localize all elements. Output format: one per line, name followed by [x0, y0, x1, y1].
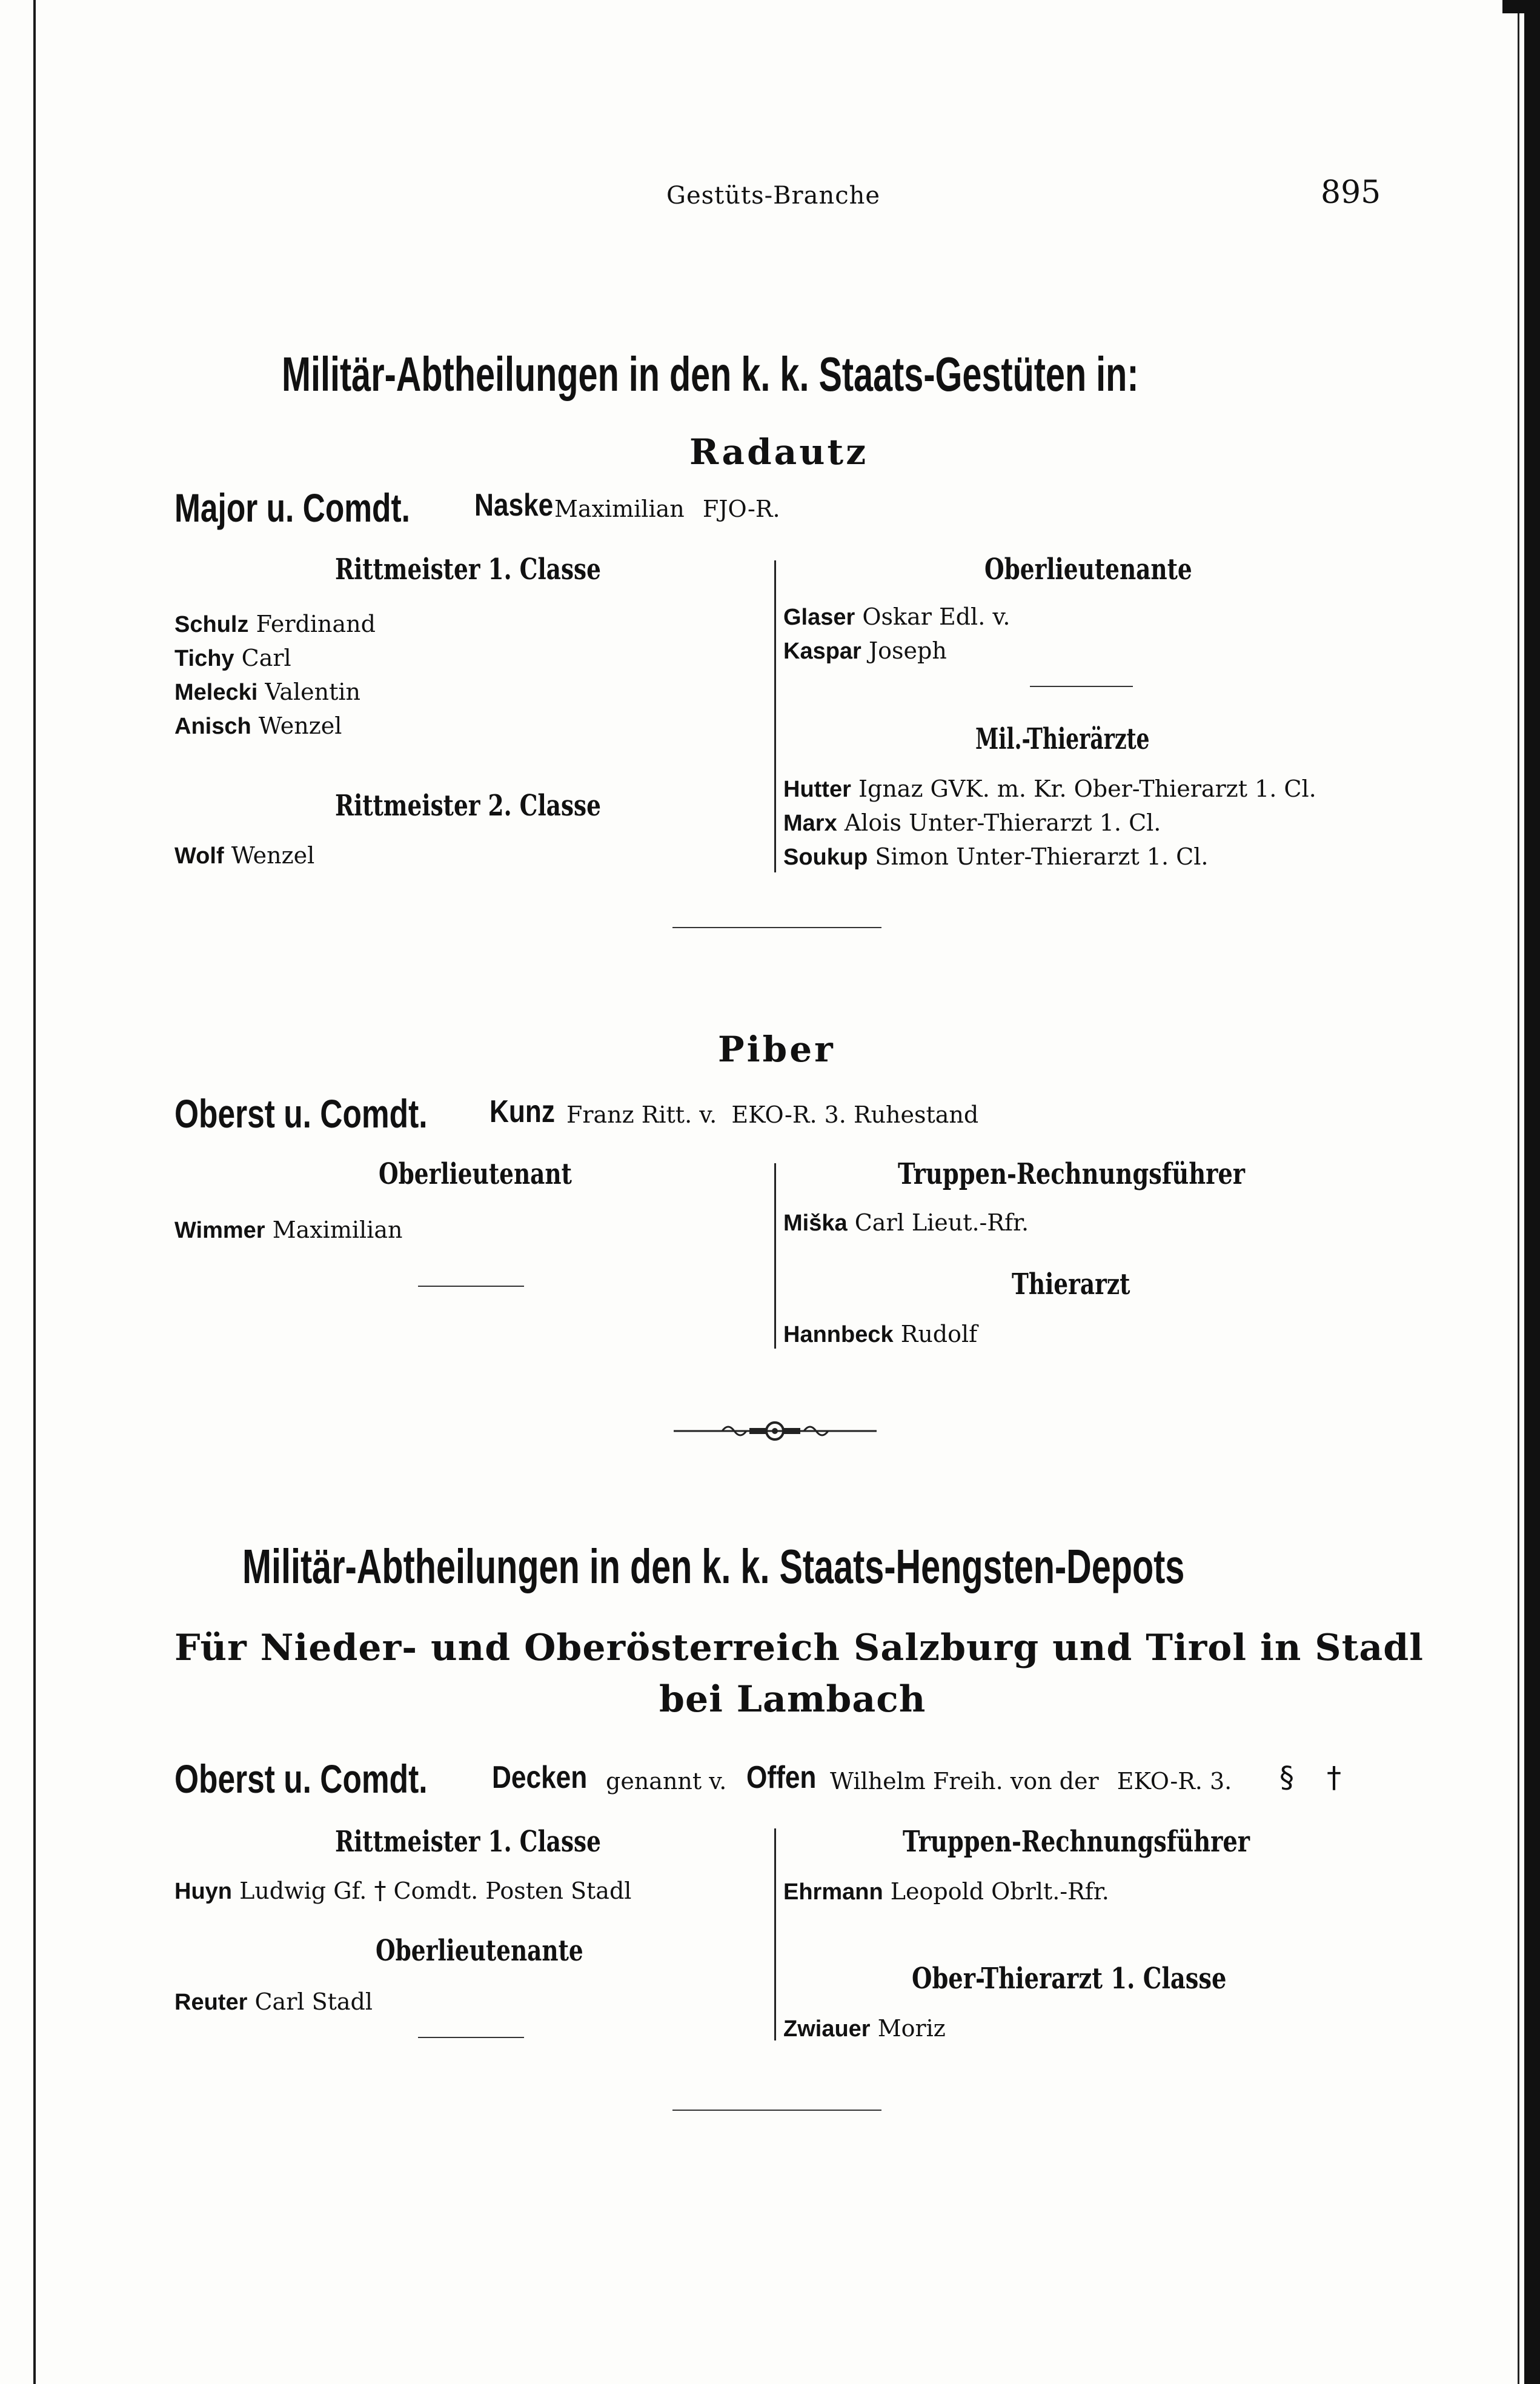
list-item: Hutter Ignaz GVK. m. Kr. Ober-Thierarzt 1. Cl.	[783, 775, 1316, 802]
commander-rank: Oberst u. Comdt.	[174, 1091, 428, 1136]
section1-title: Militär-Abtheilungen in den k. k. Staats-Gestüten in:	[282, 347, 1139, 401]
page-edge-left	[33, 0, 36, 2384]
column-heading: Mil.-Thierärzte	[975, 722, 1150, 756]
list-item: Glaser Oskar Edl. v.	[783, 603, 1011, 630]
page-edge-right-inner	[1518, 0, 1519, 2384]
divider	[418, 1286, 524, 1287]
list-item: Wimmer Maximilian	[174, 1217, 403, 1243]
column-heading: Oberlieutenante	[376, 1934, 583, 1968]
divider	[1030, 686, 1133, 687]
cross-icon: †	[374, 1877, 387, 1905]
radautz-commander	[174, 485, 477, 531]
section2-title: Militär-Abtheilungen in den k. k. Staats-Hengsten-Depots	[242, 1539, 1185, 1593]
radautz-commander-name	[474, 487, 567, 523]
place-radautz: Radautz	[689, 431, 869, 473]
page-edge-corner	[1502, 0, 1540, 13]
list-item: Marx Alois Unter-Thierarzt 1. Cl.	[783, 809, 1161, 836]
commander-surname: Naske	[474, 488, 554, 523]
column-heading: Rittmeister 1. Classe	[335, 1825, 601, 1859]
section2-subtitle-line1: Für Nieder- und Oberösterreich Salzburg und Tirol in Stadl	[174, 1627, 1424, 1669]
column-heading: Thierarzt	[1012, 1267, 1130, 1301]
decoration-icon: §	[1279, 1761, 1294, 1795]
running-head: Gestüts-Branche	[666, 182, 881, 210]
list-item: Tichy Carl	[174, 645, 291, 671]
place-piber: Piber	[718, 1029, 835, 1070]
list-item: Anisch Wenzel	[174, 712, 342, 739]
list-item: Kaspar Joseph	[783, 637, 947, 664]
section2-commander-given: Wilhelm Freih. von der EKO-R. 3.	[830, 1768, 1232, 1795]
column-divider	[774, 1163, 776, 1349]
list-item: Soukup Simon Unter-Thierarzt 1. Cl.	[783, 843, 1209, 870]
list-item: Reuter Carl Stadl	[174, 1988, 373, 2015]
section2-subtitle-line2: bei Lambach	[659, 1678, 926, 1721]
list-item: Hannbeck Rudolf	[783, 1321, 978, 1347]
section2-commander-name: Decken	[492, 1760, 588, 1795]
list-item: Melecki Valentin	[174, 679, 361, 705]
commander-mid: genannt v.	[606, 1768, 727, 1795]
commander-surname: Kunz	[490, 1094, 556, 1129]
piber-commander-given: Franz Ritt. v. EKO-R. 3. Ruhestand	[566, 1101, 979, 1128]
column-heading: Ober-Thierarzt 1. Classe	[912, 1962, 1227, 1996]
commander-rank: Major u. Comdt.	[174, 485, 410, 530]
list-item: Zwiauer Moriz	[783, 2015, 946, 2042]
list-item: Schulz Ferdinand	[174, 611, 376, 637]
list-item: Miška Carl Lieut.-Rfr.	[783, 1209, 1029, 1236]
column-heading: Rittmeister 2. Classe	[335, 789, 601, 823]
column-heading: Truppen-Rechnungsführer	[898, 1157, 1246, 1191]
page-edge-right	[1524, 0, 1540, 2384]
page-number: 895	[1321, 174, 1381, 211]
section-divider	[672, 927, 881, 928]
commander-surname2: Offen	[746, 1760, 817, 1795]
commander-rank: Oberst u. Comdt.	[174, 1756, 428, 1801]
list-item: Wolf Wenzel	[174, 842, 315, 869]
column-divider	[774, 560, 776, 872]
column-heading: Rittmeister 1. Classe	[335, 553, 601, 586]
column-heading: Truppen-Rechnungsführer	[903, 1825, 1250, 1859]
column-heading: Oberlieutenant	[379, 1157, 572, 1191]
column-divider	[774, 1828, 776, 2040]
list-item: Huyn Ludwig Gf. † Comdt. Posten Stadl	[174, 1877, 632, 1905]
radautz-commander-given: Maximilian FJO-R.	[554, 496, 780, 522]
ornament-divider-icon	[674, 1415, 877, 1448]
divider	[418, 2037, 524, 2038]
section-divider	[672, 2110, 881, 2111]
cross-icon: †	[1327, 1761, 1341, 1795]
column-heading: Oberlieutenante	[984, 553, 1192, 586]
list-item: Ehrmann Leopold Obrlt.-Rfr.	[783, 1878, 1109, 1905]
